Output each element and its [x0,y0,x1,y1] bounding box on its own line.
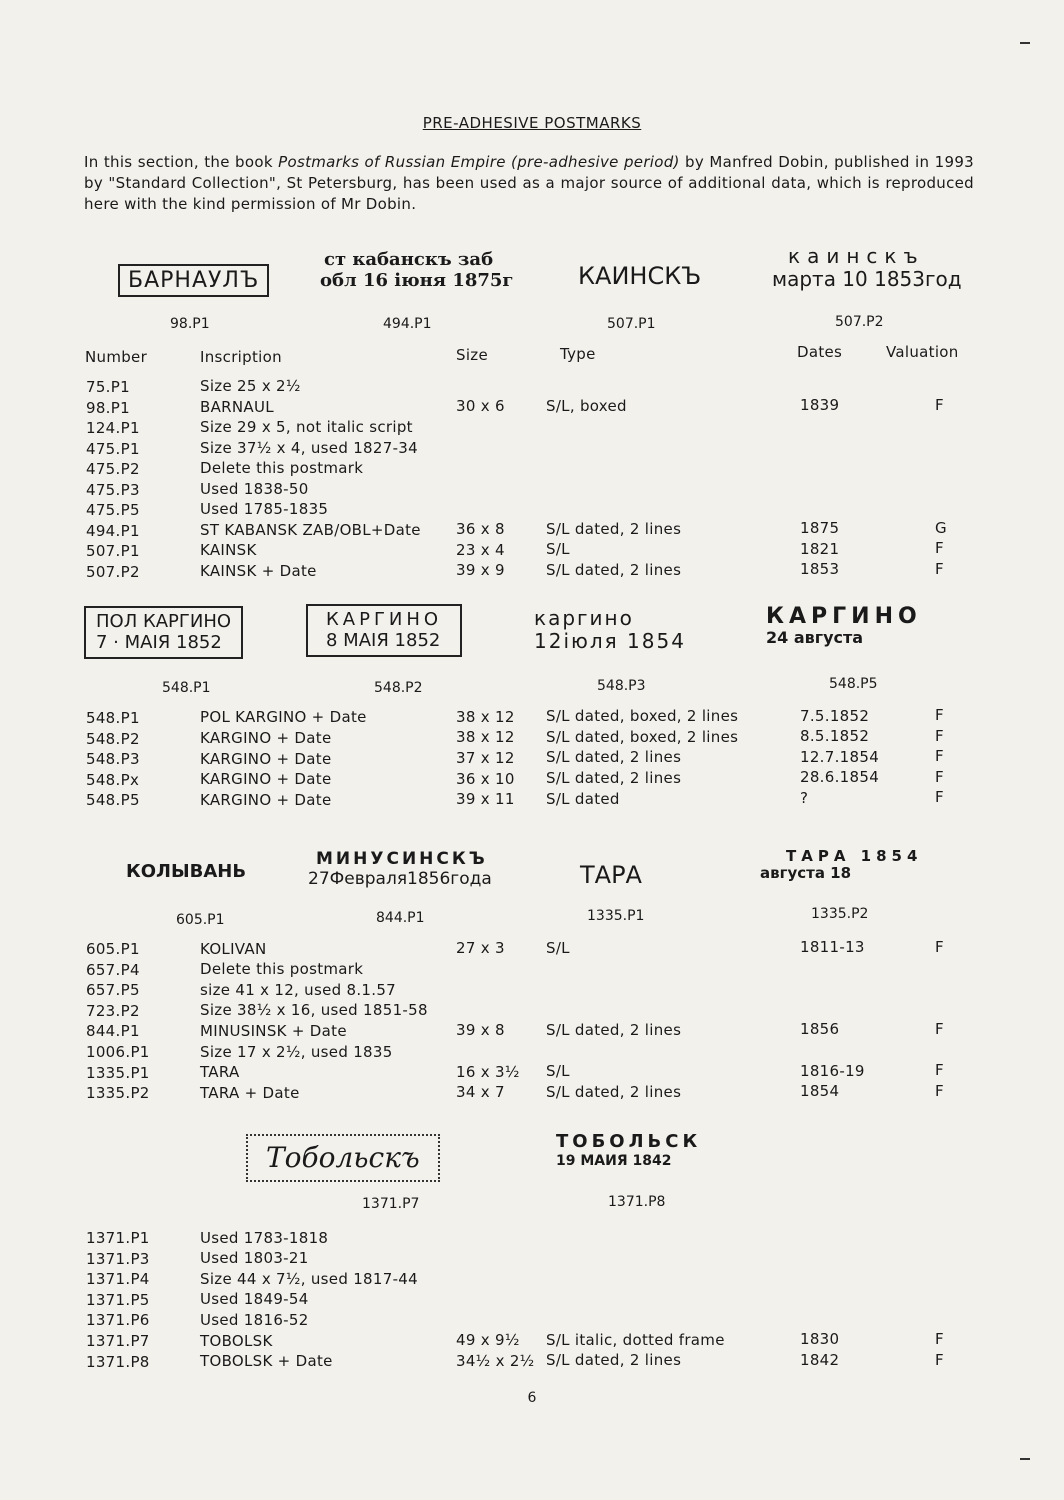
stamp-caption: 494.P1 [383,316,432,332]
table-row [0,1002,1064,1022]
row-date: 28.6.1854 [800,768,880,787]
row-inscription: Delete this postmark [200,960,364,979]
intro-paragraph [84,152,974,215]
row-date: 1821 [800,539,840,558]
stamp-line: марта 10 1853год [772,267,962,291]
stamp-line: 27Февраля1856года [308,868,492,889]
row-inscription: Used 1803-21 [200,1249,309,1268]
header-type: Type [560,345,596,363]
table-row [0,539,1064,562]
stamp-844-p1 [308,850,492,889]
table-row [0,481,1064,501]
stamp-line: БАРНАУЛЪ [128,268,260,293]
stamp-caption: 1371.P7 [362,1196,420,1212]
row-inscription: TOBOLSK + Date [200,1352,333,1371]
row-number: 548.P2 [86,729,140,748]
stamp-caption: 98.P1 [170,316,210,332]
row-inscription: ST KABANSK ZAB/OBL+Date [200,520,421,539]
row-date: 12.7.1854 [800,747,880,766]
row-number: 507.P1 [86,542,140,560]
stamp-507-p1 [578,263,701,291]
table-row [0,1350,1064,1373]
row-inscription: KARGINO + Date [200,729,332,747]
row-type: S/L [546,540,570,559]
stamp-548-p5 [766,604,922,648]
stamp-line: каргино [534,606,634,630]
stamp-line: 12іюля 1854 [534,629,686,653]
table-row [0,1229,1064,1249]
row-date: 1816-19 [800,1061,865,1080]
row-number: 75.P1 [86,378,130,396]
row-date: 1853 [800,560,840,579]
table-row [0,1081,1064,1104]
row-valuation: F [935,788,944,807]
stamp-line: ТАРА [580,861,642,889]
row-inscription: Size 38½ x 16, used 1851-58 [200,1001,428,1020]
row-inscription: KAINSK + Date [200,561,317,580]
table-row [0,961,1064,981]
table-row [0,937,1064,960]
row-inscription: Size 37½ x 4, used 1827-34 [200,438,418,457]
stamp-caption: 507.P2 [835,314,884,330]
table-row [0,747,1064,770]
stamp-1371-p8 [556,1132,701,1169]
row-date: 1830 [800,1330,840,1349]
row-valuation: F [935,559,944,578]
row-valuation: F [935,726,944,745]
stamp-line: ТАРА 1854 [786,847,923,865]
header-valuation: Valuation [886,343,959,361]
table-row [0,767,1064,791]
row-number: 1335.P1 [86,1063,150,1082]
row-valuation: F [935,395,944,414]
table-row [0,1250,1064,1270]
row-valuation: F [935,539,944,557]
row-number: 605.P1 [86,940,140,958]
row-inscription: KARGINO + Date [200,770,332,789]
row-number: 548.P1 [86,709,140,727]
row-date: 7.5.1852 [800,706,870,725]
stamp-caption: 548.P2 [374,680,423,696]
row-inscription: Delete this postmark [200,459,364,478]
row-inscription: TOBOLSK [200,1331,273,1350]
row-size: 34½ x 2½ [456,1351,535,1370]
stamp-caption: 548.P1 [162,680,211,696]
row-number: 1371.P5 [86,1290,150,1309]
stamp-line: КАИНСКЪ [578,262,702,290]
row-type: S/L dated, boxed, 2 lines [546,707,739,726]
row-inscription: TARA [200,1063,240,1082]
row-valuation: G [935,518,947,537]
row-size: 39 x 8 [456,1021,505,1040]
table-row [0,1019,1064,1042]
row-type: S/L dated, boxed, 2 lines [546,727,739,746]
row-size: 39 x 9 [456,561,505,580]
row-valuation: F [935,1019,944,1038]
stamp-line: 24 августа [766,628,864,648]
table-row [0,726,1064,750]
header-dates: Dates [797,343,843,361]
page-number: 6 [527,1390,537,1406]
stamp-caption: 507.P1 [607,316,656,332]
table-row [0,559,1064,583]
row-valuation: F [935,1061,944,1080]
row-date: 1854 [800,1082,840,1101]
row-date: 1811-13 [800,938,865,956]
row-inscription: Used 1785-1835 [200,500,329,519]
row-number: 1006.P1 [86,1043,150,1061]
row-date: 1839 [800,396,840,415]
table-row [0,501,1064,521]
row-inscription: BARNAUL [200,397,274,416]
stamp-548-p3 [534,607,686,653]
row-valuation: F [935,1081,944,1100]
row-inscription: POL KARGINO + Date [200,708,367,727]
row-type: S/L dated [546,789,620,808]
stamp-1335-p1 [580,862,642,890]
stamp-line: Тобольскъ [266,1141,420,1174]
row-date: 1875 [800,519,840,538]
stamp-line: МИНУСИНСКЪ [316,849,488,869]
row-number: 723.P2 [86,1001,140,1020]
stamp-line: ст кабанскъ заб [324,249,494,270]
row-type: S/L, boxed [546,396,627,415]
stamp-548-p2 [306,604,462,657]
stamp-caption: 844.P1 [376,910,425,926]
row-number: 124.P1 [86,419,140,437]
row-number: 1371.P3 [86,1249,150,1268]
row-size: 34 x 7 [456,1083,505,1102]
stamp-caption: 1335.P2 [811,906,869,922]
row-size: 38 x 12 [456,728,515,747]
row-valuation: F [935,1350,944,1369]
row-valuation: F [935,767,944,786]
stamp-605-p1 [126,862,246,883]
stamp-line: ПОЛ КАРГИНО [96,611,232,632]
stamp-line: КОЛЫВАНЬ [126,861,247,882]
row-inscription: KARGINO + Date [200,790,332,809]
scan-mark [1020,42,1030,44]
row-valuation: F [935,1330,944,1348]
stamp-caption: 605.P1 [176,912,225,928]
row-inscription: Used 1816-52 [200,1311,309,1329]
stamp-line: обл 16 іюня 1875г [320,269,514,291]
row-number: 1371.P4 [86,1270,150,1289]
table-row [0,378,1064,398]
table-row [0,518,1064,542]
row-inscription: KOLIVAN [200,939,267,958]
row-valuation: F [935,706,944,724]
row-size: 39 x 11 [456,790,515,809]
row-valuation: F [935,937,944,956]
row-number: 1371.P6 [86,1311,150,1330]
row-number: 98.P1 [86,398,130,417]
row-size: 30 x 6 [456,397,505,416]
table-row [0,1332,1064,1352]
stamp-98-p1 [118,264,269,297]
page-title: PRE-ADHESIVE POSTMARKS [422,114,642,132]
table-row [0,981,1064,1001]
stamp-line: КАРГИНО [766,604,922,629]
row-valuation: F [935,747,944,766]
row-inscription: Used 1849-54 [200,1290,309,1309]
header-size: Size [456,346,488,364]
row-size: 16 x 3½ [456,1062,520,1081]
table-row [0,1061,1064,1084]
row-number: 494.P1 [86,521,140,540]
row-number: 657.P5 [86,981,140,1000]
stamp-caption: 1335.P1 [587,908,645,924]
stamp-line: 8 МАІЯ 1852 [326,629,441,651]
stamp-line: ТОБОЛЬСК [556,1131,702,1152]
row-inscription: Size 29 x 5, not italic script [200,418,413,437]
row-type: S/L [546,1062,570,1081]
stamp-494-p1 [320,250,513,291]
row-size: 27 x 3 [456,939,505,957]
row-type: S/L dated, 2 lines [546,748,682,767]
row-number: 548.Px [86,770,140,789]
row-inscription: Used 1838-50 [200,479,309,498]
row-date: ? [800,789,809,807]
row-size: 49 x 9½ [456,1331,520,1350]
row-number: 548.P5 [86,791,140,810]
header-number: Number [85,348,148,366]
row-date: 1842 [800,1351,840,1369]
row-inscription: Size 25 x 2½ [200,377,301,396]
row-number: 475.P2 [86,460,140,478]
intro-text-2: by Manfred Dobin, published in 1993 by "Standard Collection", St Petersburg, has been used as a major source of additional data, which is reproduced here with the kind permission of Mr Dobin. [84,153,975,213]
table-row [0,395,1064,419]
row-number: 1371.P7 [86,1332,150,1350]
scan-mark [1020,1458,1030,1460]
row-type: S/L dated, 2 lines [546,1082,682,1101]
stamp-line: 19 МАИЯ 1842 [556,1152,672,1169]
row-inscription: Used 1783-1818 [200,1228,329,1247]
row-number: 475.P3 [86,480,140,499]
stamp-line: КАРГИНО [326,609,443,630]
row-type: S/L dated, 2 lines [546,1020,682,1039]
row-size: 38 x 12 [456,707,515,726]
row-size: 36 x 8 [456,520,505,539]
row-inscription: KAINSK [200,541,257,560]
table-row [0,440,1064,460]
row-number: 844.P1 [86,1022,140,1041]
row-type: S/L [546,938,570,957]
book-title: Postmarks of Russian Empire (pre-adhesive period) [278,153,680,171]
row-number: 1371.P1 [86,1229,150,1247]
stamp-1371-p7 [246,1134,440,1182]
row-type: S/L dated, 2 lines [546,769,682,787]
row-number: 475.P1 [86,439,140,458]
stamp-caption: 1371.P8 [608,1194,666,1210]
row-inscription: Size 17 x 2½, used 1835 [200,1042,393,1061]
row-inscription: Size 44 x 7½, used 1817-44 [200,1269,418,1288]
row-inscription: size 41 x 12, used 8.1.57 [200,980,397,999]
row-size: 37 x 12 [456,749,515,767]
table-row [0,706,1064,729]
table-row [0,460,1064,480]
row-type: S/L dated, 2 lines [546,560,682,579]
row-number: 657.P4 [86,960,140,979]
row-type: S/L italic, dotted frame [546,1330,725,1349]
row-inscription: MINUSINSK + Date [200,1021,347,1040]
row-number: 548.P3 [86,750,140,769]
row-type: S/L dated, 2 lines [546,519,682,538]
table-row [0,1291,1064,1311]
stamp-line: 7 · МАІЯ 1852 [96,631,222,653]
row-number: 1371.P8 [86,1352,150,1371]
row-date: 1856 [800,1020,840,1039]
table-row [0,1311,1064,1331]
stamp-line: каинскъ [788,244,925,268]
intro-text-1: In this section, the book [84,153,279,171]
table-row [0,788,1064,811]
table-row [0,419,1064,439]
row-number: 1335.P2 [86,1084,150,1103]
row-size: 36 x 10 [456,769,515,788]
stamp-line: августа 18 [760,864,852,883]
stamp-507-p2 [772,245,962,291]
row-number: 507.P2 [86,562,140,581]
row-number: 475.P5 [86,501,140,519]
row-date: 8.5.1852 [800,727,870,746]
header-inscription: Inscription [200,348,282,366]
row-size: 23 x 4 [456,540,505,559]
row-type: S/L dated, 2 lines [546,1351,682,1370]
table-row [0,1270,1064,1290]
stamp-caption: 548.P5 [829,676,878,692]
row-inscription: KARGINO + Date [200,749,332,768]
stamp-548-p1 [84,606,243,659]
row-inscription: TARA + Date [200,1083,300,1102]
stamp-caption: 548.P3 [597,678,646,694]
table-row [0,1043,1064,1063]
stamp-1335-p2 [760,848,922,883]
